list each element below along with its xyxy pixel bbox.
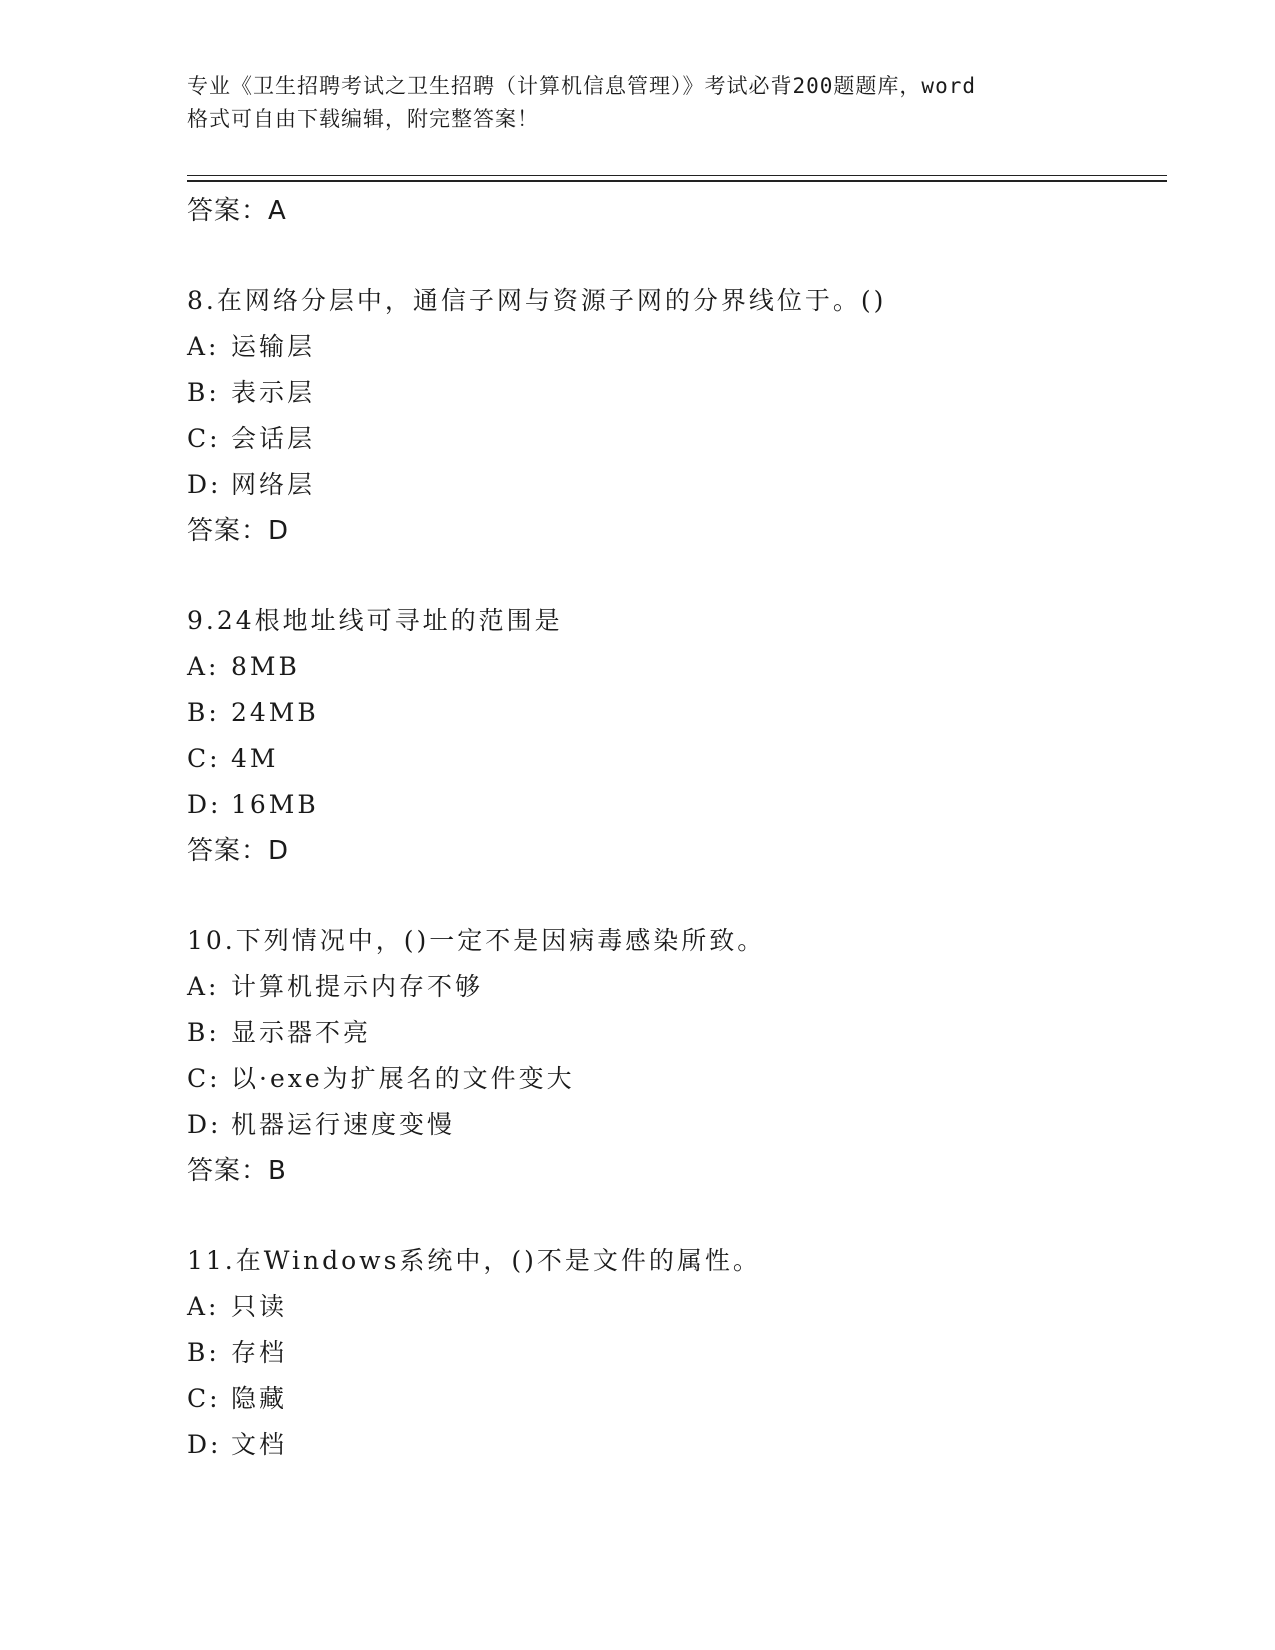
option-letter: D: (187, 1110, 222, 1139)
option-text: 显示器不亮 (231, 1018, 372, 1047)
option-letter: C: (187, 1384, 221, 1413)
answer-label: 答案：A (187, 196, 287, 226)
option-text: 4M (231, 744, 279, 773)
option-c (187, 1056, 1167, 1102)
option-letter: D: (187, 1430, 222, 1459)
option-text: 只读 (231, 1292, 288, 1321)
option-text: 计算机提示内存不够 (231, 972, 484, 1001)
header-line-1: 专业《卫生招聘考试之卫生招聘（计算机信息管理）》考试必背200题题库，word (187, 74, 976, 98)
option-d (187, 782, 1167, 828)
option-text: 运输层 (231, 332, 316, 361)
option-letter: C: (187, 744, 221, 773)
option-b (187, 690, 1167, 736)
option-d (187, 1422, 1167, 1468)
option-a (187, 644, 1167, 690)
option-text: 隐藏 (231, 1384, 288, 1413)
option-letter: D: (187, 790, 222, 819)
answer-label: 答案：D (187, 516, 290, 546)
question-block (187, 918, 1167, 1194)
header-line-2: 格式可自由下载编辑，附完整答案！ (187, 107, 539, 131)
question-text: 10.下列情况中，()一定不是因病毒感染所致。 (187, 926, 766, 955)
answer-label: 答案：D (187, 836, 290, 866)
option-letter: D: (187, 470, 222, 499)
option-text: 存档 (231, 1338, 288, 1367)
option-letter: B: (187, 1338, 220, 1367)
option-text: 24MB (231, 698, 319, 727)
option-d (187, 1102, 1167, 1148)
option-letter: A: (187, 652, 220, 681)
option-letter: A: (187, 1292, 220, 1321)
option-letter: A: (187, 332, 220, 361)
question-text: 9.24根地址线可寻址的范围是 (187, 606, 563, 635)
option-text: 文档 (231, 1430, 288, 1459)
option-a (187, 1284, 1167, 1330)
option-letter: A: (187, 972, 220, 1001)
question-block (187, 598, 1167, 874)
document-page (187, 70, 1167, 1468)
option-c (187, 736, 1167, 782)
option-text: 8MB (231, 652, 300, 681)
option-b (187, 1330, 1167, 1376)
question-block (187, 1238, 1167, 1468)
question-text: 8.在网络分层中，通信子网与资源子网的分界线位于。() (187, 286, 887, 315)
option-text: 网络层 (231, 470, 316, 499)
option-text: 16MB (231, 790, 319, 819)
option-text: 以·exe为扩展名的文件变大 (231, 1064, 575, 1093)
option-c (187, 416, 1167, 462)
option-a (187, 964, 1167, 1010)
option-a (187, 324, 1167, 370)
question-block (187, 278, 1167, 554)
option-c (187, 1376, 1167, 1422)
option-b (187, 1010, 1167, 1056)
option-b (187, 370, 1167, 416)
question-text: 11.在Windows系统中，()不是文件的属性。 (187, 1246, 761, 1275)
option-text: 机器运行速度变慢 (231, 1110, 456, 1139)
option-letter: B: (187, 1018, 220, 1047)
option-letter: C: (187, 424, 221, 453)
header-divider (187, 175, 1167, 182)
option-letter: C: (187, 1064, 221, 1093)
option-text: 会话层 (231, 424, 316, 453)
option-d (187, 462, 1167, 508)
option-letter: B: (187, 378, 220, 407)
answer-label: 答案：B (187, 1156, 287, 1186)
option-letter: B: (187, 698, 220, 727)
option-text: 表示层 (231, 378, 316, 407)
